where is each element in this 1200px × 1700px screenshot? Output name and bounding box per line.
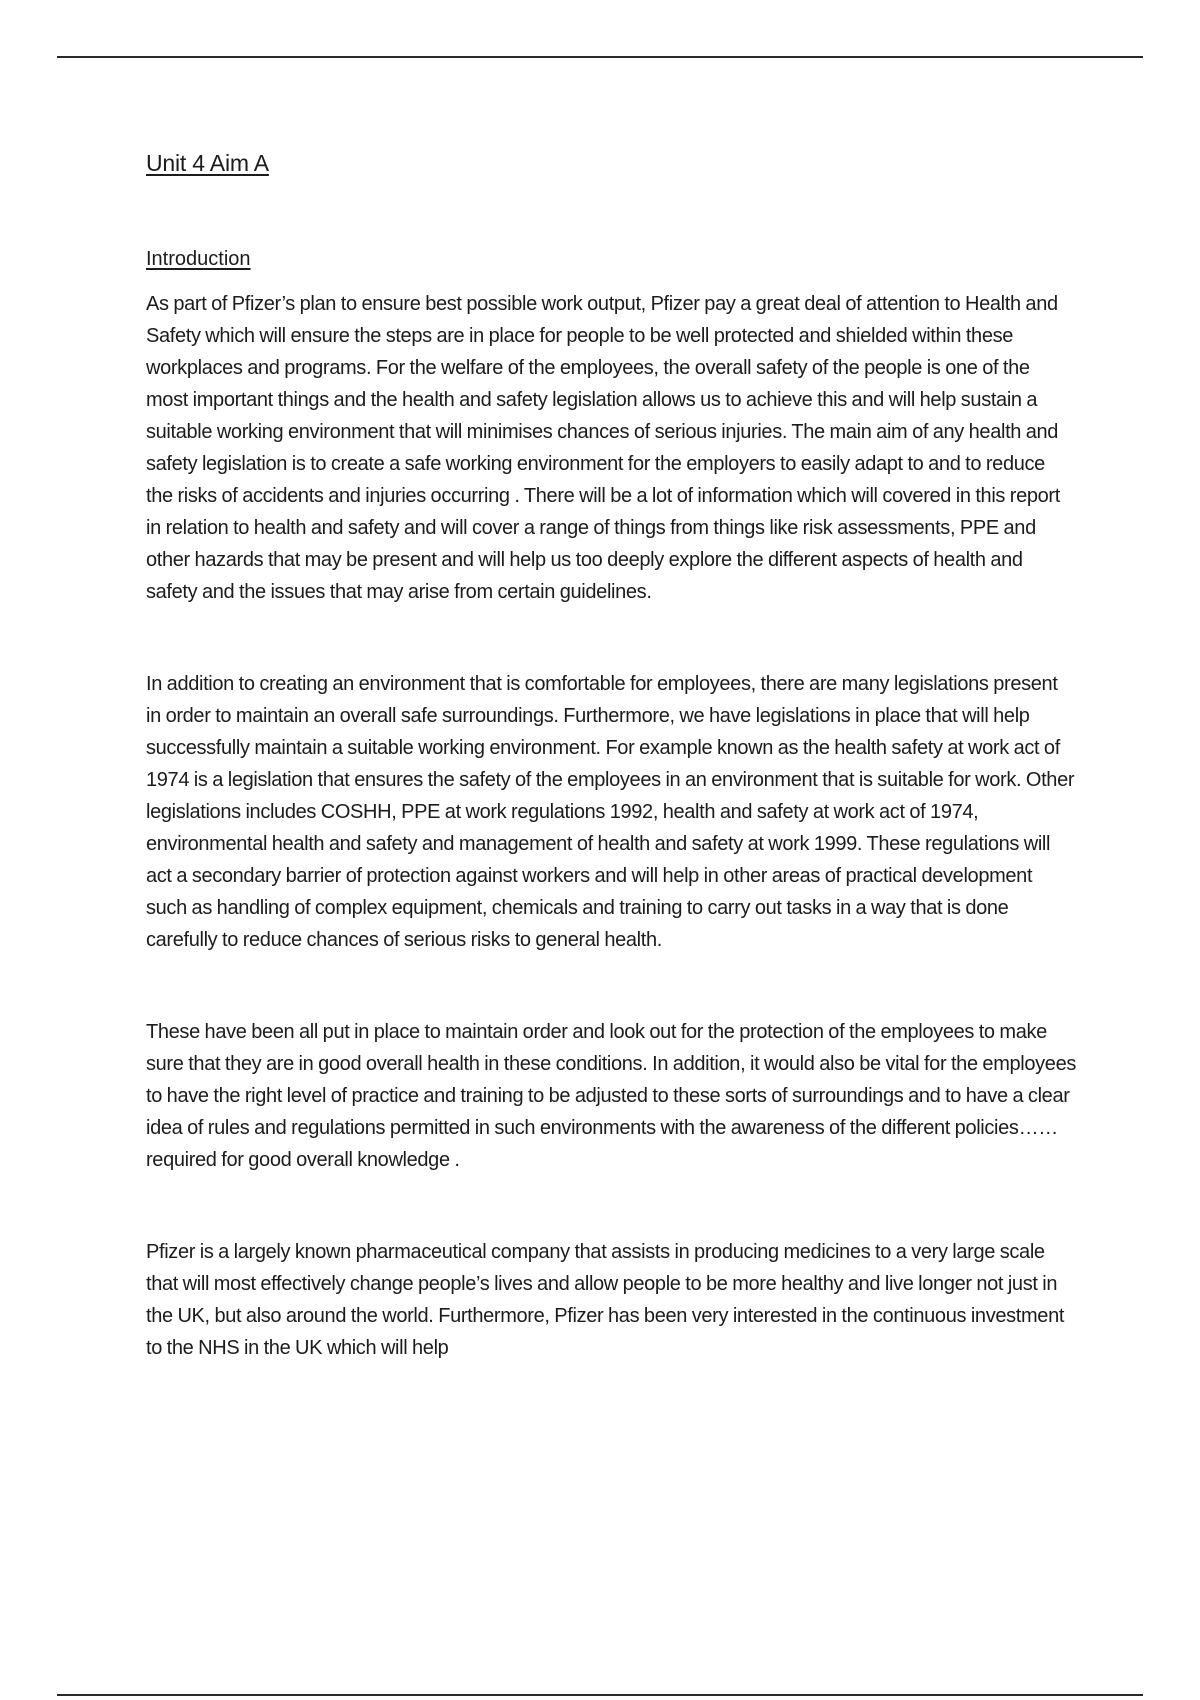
section-heading-introduction: Introduction (146, 248, 251, 270)
paragraph-1: As part of Pfizer’s plan to ensure best possible work output, Pfizer pay a great deal of attention to Health and Safety which will ensure the steps are in place for people to be well protected and shielded within these workplaces and programs. For the welfare of the employees, the overall safety of the people is one of the most important things and the health and safety legislation allows us to achieve this and will help sustain a suitable working environment that will minimises chances of serious injuries. The main aim of any health and safety legislation is to create a safe working environment for the employers to easily adapt to and to reduce the risks of accidents and injuries occurring . There will be a lot of information which will covered in this report in relation to health and safety and will cover a range of things from things like risk assessments, PPE and other hazards that may be present and will help us too deeply explore the different aspects of health and safety and the issues that may arise from certain guidelines. (146, 293, 1060, 603)
document-title: Unit 4 Aim A (146, 150, 269, 176)
document-body (146, 146, 1076, 1364)
top-rule (57, 56, 1143, 58)
paragraph-2: In addition to creating an environment that is comfortable for employees, there are many legislations present in order to maintain an overall safe surroundings. Furthermore, we have legislations in place that will help successfully maintain a suitable working environment. For example known as the health safety at work act of 1974 is a legislation that ensures the safety of the employees in an environment that is suitable for work. Other legislations includes COSHH, PPE at work regulations 1992, health and safety at work act of 1974, environmental health and safety and management of health and safety at work 1999. These regulations will act a secondary barrier of protection against workers and will help in other areas of practical development such as handling of complex equipment, chemicals and training to carry out tasks in a way that is done carefully to reduce chances of serious risks to general health. (146, 673, 1075, 951)
paragraph-4: Pfizer is a largely known pharmaceutical company that assists in producing medicines to a very large scale that will most effectively change people’s lives and allow people to be more healthy and live longer not just in the UK, but also around the world. Furthermore, Pfizer has been very interested in the continuous investment to the NHS in the UK which will help (146, 1241, 1065, 1359)
paragraph-3: These have been all put in place to maintain order and look out for the protection of the employees to make sure that they are in good overall health in these conditions. In addition, it would also be vital for the employees to have the right level of practice and training to be adjusted to these sorts of surroundings and to have a clear idea of rules and regulations permitted in such environments with the awareness of the different policies…… required for good overall knowledge . (146, 1021, 1076, 1171)
bottom-rule (57, 1694, 1143, 1696)
